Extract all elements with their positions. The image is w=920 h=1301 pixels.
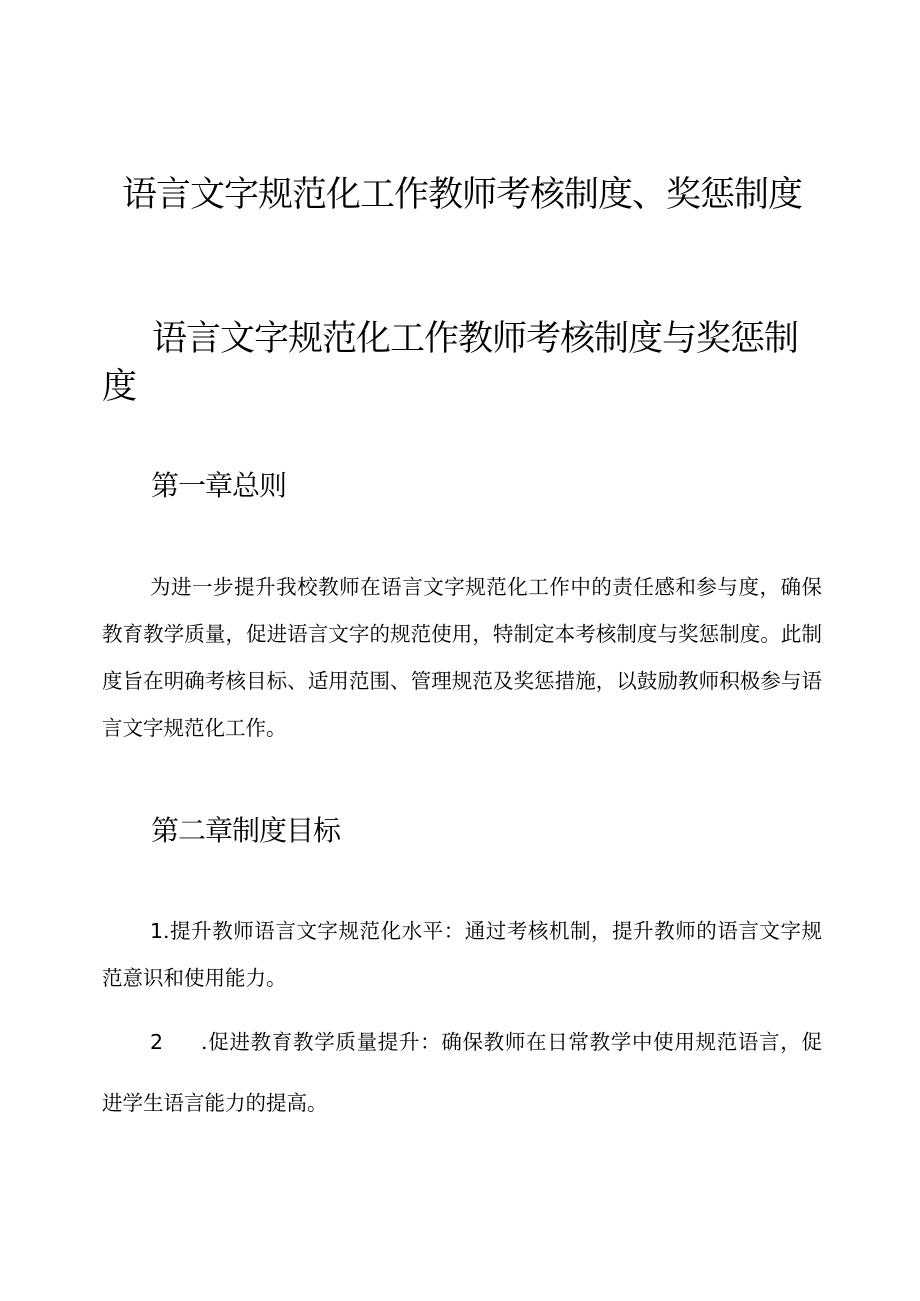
chapter-2-heading: 第二章制度目标 xyxy=(151,814,341,847)
chapter-1-heading: 第一章总则 xyxy=(151,469,287,502)
goal-item-1 xyxy=(102,908,822,1002)
goal-item-2-number: 2 xyxy=(150,1030,164,1054)
document-title: 语言文字规范化工作教师考核制度、奖惩制度 xyxy=(121,175,802,215)
document-subtitle: 语言文字规范化工作教师考核制度与奖惩制度 xyxy=(102,319,799,407)
goal-item-1-text: .提升教师语言文字规范化水平：通过考核机制，提升教师的语言文字规范意识和使用能力。 xyxy=(102,919,822,990)
goal-item-2 xyxy=(102,1012,822,1134)
goal-item-1-number: 1 xyxy=(150,919,164,943)
chapter-1-paragraph: 为进一步提升我校教师在语言文字规范化工作中的责任感和参与度，确保教育教学质量，促进语言文字的规范使用，特制定本考核制度与奖惩制度。此制度旨在明确考核目标、适用范围、管理规范及奖惩措施，以鼓励教师积极参与语言文字规范化工作。 xyxy=(102,575,822,740)
goal-item-2-text: .促进教育教学质量提升：确保教师在日常教学中使用规范语言，促进学生语言能力的提高。 xyxy=(102,1030,822,1115)
